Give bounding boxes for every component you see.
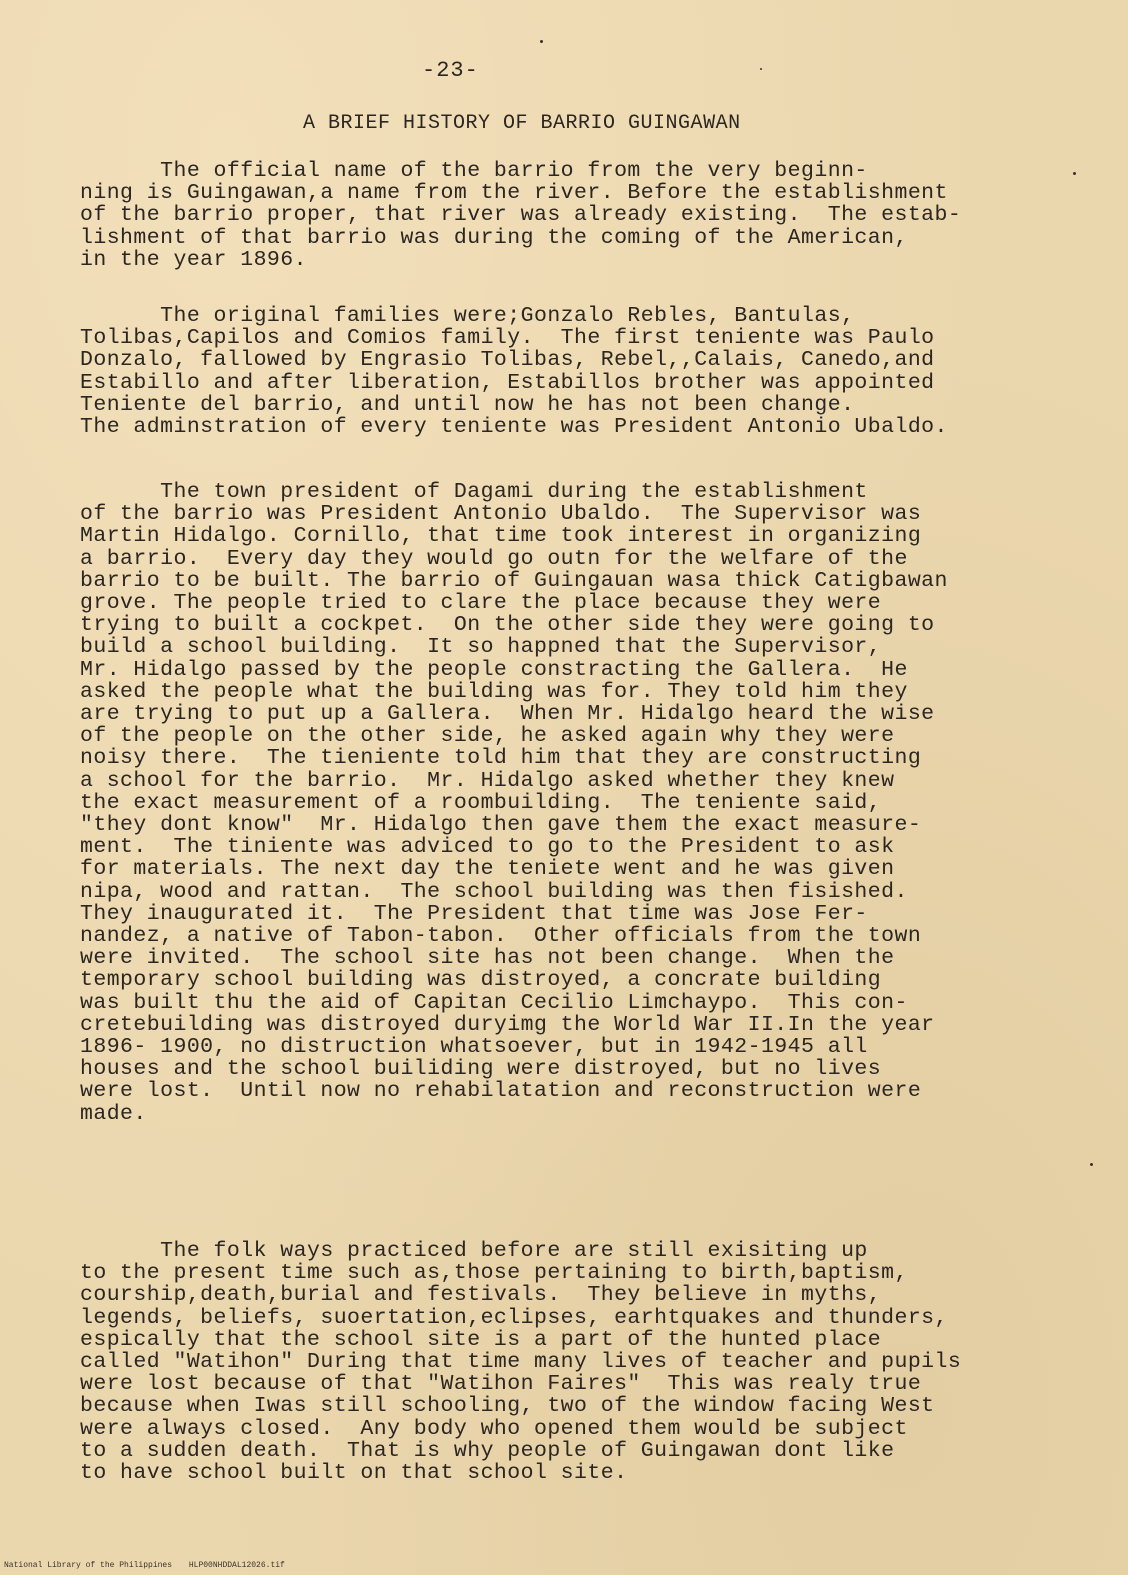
paragraph-line: Mr. Hidalgo passed by the people constracting the Gallera. He — [80, 657, 908, 682]
paragraph-line: The official name of the barrio from the very beginn- — [80, 159, 868, 183]
paragraph-line: legends, beliefs, suoertation,eclipses, earhtquakes and thunders, — [80, 1305, 948, 1330]
paper-speck — [1073, 172, 1076, 175]
footer-library: National Library of the Philippines — [4, 1561, 173, 1570]
paragraph-line: trying to built a cockpet. On the other side they were going to — [80, 613, 935, 638]
paragraph-line: lishment of that barrio was during the coming of the American, — [80, 225, 908, 250]
paragraph-line: "they dont know" Mr. Hidalgo then gave them the exact measure- — [80, 813, 922, 838]
paragraph-line: Tolibas,Capilos and Comios family. The first teniente was Paulo — [80, 326, 935, 351]
paragraph-line: was built thu the aid of Capitan Cecilio Limchaypo. This con- — [80, 990, 908, 1015]
paragraph-line: ning is Guingawan,a name from the river. Before the establishment — [80, 181, 948, 206]
paragraph-line: The town president of Dagami during the establishment — [80, 480, 868, 504]
paragraph-line: 1896- 1900, no distruction whatsoever, but in 1942-1945 all — [80, 1035, 868, 1060]
paragraph-line: build a school building. It so happned that the Supervisor, — [80, 635, 882, 660]
paragraph-line: Teniente del barrio, and until now he has not been change. — [80, 392, 855, 417]
paragraph-line: Donzalo, fallowed by Engrasio Tolibas, Rebel,,Calais, Canedo,and — [80, 348, 935, 373]
paragraph-line: for materials. The next day the teniete went and he was given — [80, 857, 895, 882]
paragraph-line: nandez, a native of Tabon-tabon. Other officials from the town — [80, 924, 922, 949]
paragraph-line: of the barrio proper, that river was already existing. The estab- — [80, 203, 962, 228]
document-title: A BRIEF HISTORY OF BARRIO GUINGAWAN — [303, 112, 741, 135]
paragraph-line: called "Watihon" During that time many lives of teacher and pupils — [80, 1350, 962, 1375]
paragraph-line: a barrio. Every day they would go outn for the welfare of the — [80, 546, 908, 571]
paragraph-line: made. — [80, 1101, 147, 1126]
paragraph-line: to have school built on that school site. — [80, 1461, 628, 1486]
paragraph-line: nipa, wood and rattan. The school building was then fisished. — [80, 879, 908, 904]
paper-speck — [540, 40, 543, 43]
paragraph-line: espically that the school site is a part of the hunted place — [80, 1327, 882, 1352]
paragraph-line: asked the people what the building was for. They told him they — [80, 679, 908, 704]
paragraph-line: courship,death,burial and festivals. They believe in myths, — [80, 1283, 882, 1308]
paragraph-line: of the barrio was President Antonio Ubaldo. The Supervisor was — [80, 502, 922, 527]
paragraph-line: cretebuilding was distroyed duryimg the World War II.In the year — [80, 1012, 935, 1037]
paragraph-line: ment. The tiniente was adviced to go to the President to ask — [80, 835, 895, 860]
paper-speck — [1090, 1163, 1093, 1166]
paragraph-original-families — [80, 305, 1070, 438]
paragraph-line: The adminstration of every teniente was President Antonio Ubaldo. — [80, 415, 948, 440]
paragraph-line: Martin Hidalgo. Cornillo, that time took interest in organizing — [80, 524, 922, 549]
paragraph-line: They inaugurated it. The President that time was Jose Fer- — [80, 901, 868, 926]
paragraph-folk-ways — [80, 1240, 1070, 1484]
page-number: -23- — [422, 58, 479, 83]
paragraph-line: in the year 1896. — [80, 247, 307, 272]
scan-footer — [4, 1561, 297, 1570]
paragraph-line: a school for the barrio. Mr. Hidalgo asked whether they knew — [80, 768, 895, 793]
paragraph-line: The original families were;Gonzalo Rebles, Bantulas, — [80, 304, 855, 328]
paragraph-line: because when Iwas still schooling, two of the window facing West — [80, 1394, 935, 1419]
paragraph-line: barrio to be built. The barrio of Guingauan wasa thick Catigbawan — [80, 568, 948, 593]
paper-speck — [760, 68, 762, 70]
paragraph-line: the exact measurement of a roombuilding. The teniente said, — [80, 790, 882, 815]
paragraph-line: to a sudden death. That is why people of Guingawan dont like — [80, 1438, 895, 1463]
paragraph-line: of the people on the other side, he asked again why they were — [80, 724, 895, 749]
paragraph-line: to the present time such as,those pertaining to birth,baptism, — [80, 1261, 908, 1286]
paragraph-line: Estabillo and after liberation, Estabillos brother was appointed — [80, 370, 935, 395]
paragraph-line: temporary school building was distroyed, a concrate building — [80, 968, 882, 993]
paragraph-line: were always closed. Any body who opened them would be subject — [80, 1416, 908, 1441]
paragraph-line: houses and the school builiding were distroyed, but no lives — [80, 1057, 882, 1082]
paragraph-line: were lost. Until now no rehabilatation and reconstruction were — [80, 1079, 922, 1104]
paragraph-line: were lost because of that "Watihon Faires" This was realy true — [80, 1372, 922, 1397]
paragraph-origin-of-name — [80, 160, 1070, 271]
paragraph-line: The folk ways practiced before are still exisiting up — [80, 1239, 868, 1263]
paragraph-line: were invited. The school site has not been change. When the — [80, 946, 895, 971]
paragraph-line: noisy there. The tieniente told him that they are constructing — [80, 746, 922, 771]
paragraph-school-history — [80, 481, 1070, 1125]
footer-file: HLP00NHDDAL12026.tif — [188, 1561, 285, 1570]
paragraph-line: are trying to put up a Gallera. When Mr. Hidalgo heard the wise — [80, 702, 935, 727]
paragraph-line: grove. The people tried to clare the place because they were — [80, 591, 882, 616]
